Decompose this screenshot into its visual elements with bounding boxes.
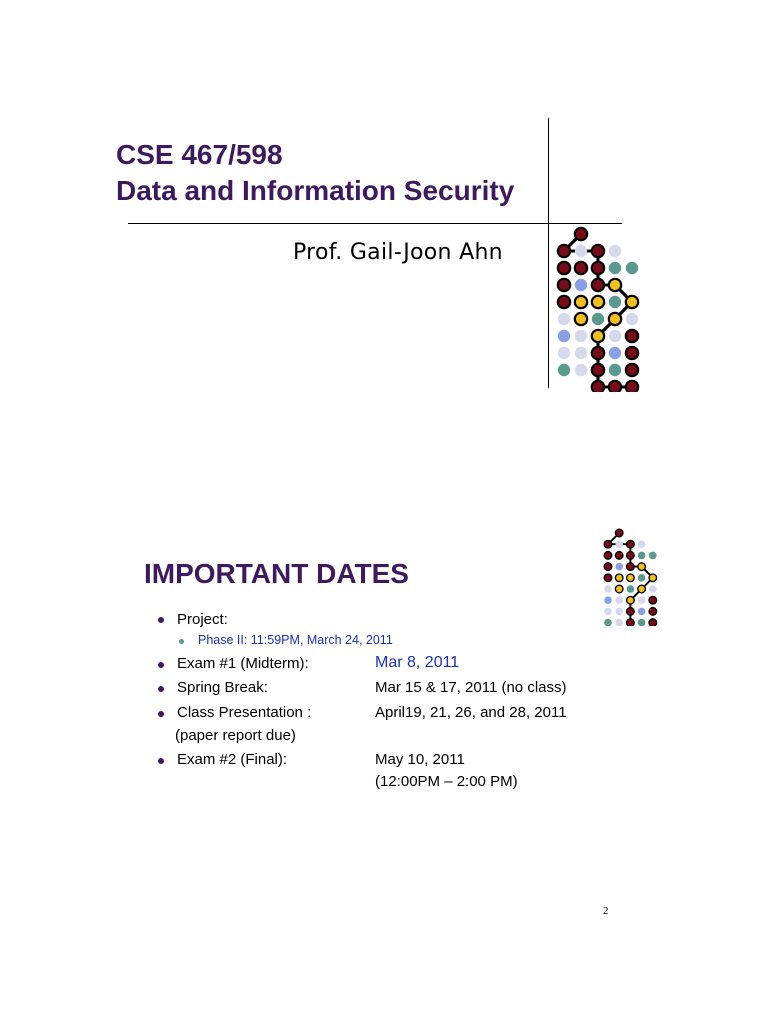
midterm-label: Exam #1 (Midterm): — [177, 655, 309, 672]
sub-bullet — [179, 639, 184, 644]
presentation-label: Class Presentation : — [177, 704, 312, 721]
logo-dot — [609, 347, 621, 359]
logo-dot — [638, 619, 646, 626]
logo-dot — [615, 552, 623, 560]
logo-dot — [615, 619, 623, 626]
logo-dot — [649, 596, 657, 604]
logo-dot — [592, 313, 604, 325]
logo-dot — [638, 540, 646, 548]
logo-dot — [627, 619, 635, 626]
logo-dot — [558, 245, 570, 257]
logo-dot — [609, 245, 621, 257]
logo-dot — [609, 330, 621, 342]
logo-dot — [575, 313, 587, 325]
project-label: Project: — [177, 611, 228, 628]
logo-dot — [638, 585, 646, 593]
logo-dot — [627, 552, 635, 560]
logo-dot — [604, 574, 612, 582]
professor-name: Prof. Gail-Joon Ahn — [293, 240, 503, 265]
logo-dot — [558, 364, 570, 376]
logo-dot — [558, 296, 570, 308]
logo-dot — [575, 296, 587, 308]
logo-dot — [626, 330, 638, 342]
logo-dot — [626, 364, 638, 376]
logo-dot — [615, 540, 623, 548]
logo-dot — [609, 296, 621, 308]
logo-dot — [626, 381, 638, 392]
logo-dot — [575, 347, 587, 359]
logo-dot — [626, 296, 638, 308]
course-code-title: CSE 467/598 — [116, 139, 283, 170]
logo-dot — [575, 330, 587, 342]
logo-dot — [638, 596, 646, 604]
final-exam-time: (12:00PM – 2:00 PM) — [375, 773, 518, 790]
logo-dot — [604, 585, 612, 593]
presentation-note: (paper report due) — [175, 727, 296, 744]
bullet — [158, 711, 164, 717]
logo-dot — [649, 608, 657, 616]
logo-dot — [649, 574, 657, 582]
important-dates-heading: IMPORTANT DATES — [144, 558, 409, 589]
logo-dot — [615, 563, 623, 571]
logo-dot — [627, 574, 635, 582]
logo-dot — [627, 585, 635, 593]
bullet — [158, 758, 164, 764]
bullet — [158, 686, 164, 692]
logo-dot — [604, 596, 612, 604]
logo-dot — [638, 563, 646, 571]
logo-dot — [609, 313, 621, 325]
logo-dot — [604, 563, 612, 571]
presentation-dates: April19, 21, 26, and 28, 2011 — [375, 704, 567, 721]
logo-dot — [575, 279, 587, 291]
logo-dot — [575, 364, 587, 376]
logo-dot — [592, 330, 604, 342]
decorative-dots-logo-small — [600, 526, 660, 626]
logo-dot — [558, 279, 570, 291]
logo-dot — [558, 313, 570, 325]
logo-dot — [615, 574, 623, 582]
logo-dot — [592, 381, 604, 392]
logo-dot — [609, 381, 621, 392]
logo-dot — [638, 574, 646, 582]
logo-dot — [627, 608, 635, 616]
logo-dot — [615, 585, 623, 593]
logo-dot — [627, 563, 635, 571]
logo-dot — [558, 262, 570, 274]
final-exam-label: Exam #2 (Final): — [177, 751, 288, 768]
logo-dot — [558, 347, 570, 359]
logo-dot — [592, 279, 604, 291]
decorative-dots-logo-large — [548, 222, 648, 392]
logo-dot — [638, 552, 646, 560]
logo-dot — [575, 245, 587, 257]
logo-dot — [649, 552, 657, 560]
logo-dot — [615, 608, 623, 616]
logo-dot — [626, 313, 638, 325]
logo-dot — [609, 262, 621, 274]
logo-dot — [649, 619, 657, 626]
logo-dot — [615, 529, 623, 537]
bullet — [158, 662, 164, 668]
spring-break-date: Mar 15 & 17, 2011 (no class) — [375, 679, 567, 696]
logo-dot — [592, 262, 604, 274]
logo-dot — [626, 347, 638, 359]
bullet — [158, 617, 164, 623]
logo-dot — [649, 585, 657, 593]
logo-dot — [638, 608, 646, 616]
logo-dot — [592, 364, 604, 376]
spring-break-label: Spring Break: — [177, 679, 268, 696]
logo-dot — [592, 245, 604, 257]
logo-dot — [609, 364, 621, 376]
logo-dot — [604, 552, 612, 560]
logo-dot — [604, 619, 612, 626]
final-exam-date: May 10, 2011 — [375, 751, 465, 768]
logo-dot — [615, 596, 623, 604]
logo-dot — [592, 347, 604, 359]
logo-dot — [558, 330, 570, 342]
logo-dot — [575, 228, 587, 240]
course-name-title: Data and Information Security — [116, 175, 515, 206]
page-number: 2 — [603, 905, 609, 917]
project-phase-deadline: Phase II: 11:59PM, March 24, 2011 — [198, 633, 393, 647]
logo-dot — [627, 540, 635, 548]
logo-dot — [604, 540, 612, 548]
logo-dot — [604, 608, 612, 616]
logo-dot — [592, 296, 604, 308]
logo-dot — [575, 262, 587, 274]
logo-dot — [627, 596, 635, 604]
midterm-date: Mar 8, 2011 — [375, 654, 460, 671]
logo-dot — [626, 262, 638, 274]
logo-dot — [609, 279, 621, 291]
